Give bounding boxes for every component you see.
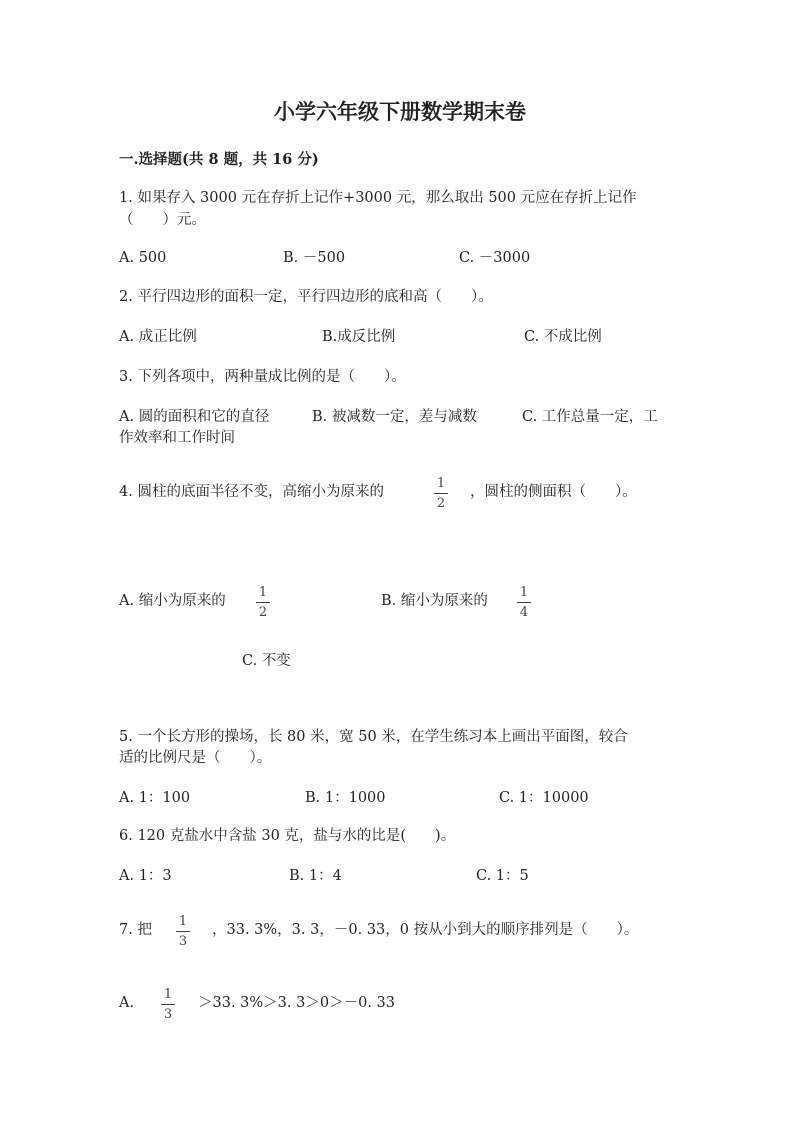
question-4-option-a: A. 缩小为原来的: [119, 593, 226, 609]
question-3-option-a: A. 圆的面积和它的直径: [119, 409, 270, 425]
fraction-bar: [517, 602, 531, 603]
question-3-option-b: B. 被减数一定，差与减数: [312, 409, 477, 425]
question-7-option-a: ＞33. 3%＞3. 3＞0＞－0. 33: [198, 995, 395, 1011]
question-1-option-c: C. －3000: [459, 250, 531, 266]
question-2-stem: 2. 平行四边形的面积一定，平行四边形的底和高（ ）。: [119, 289, 493, 305]
question-4-stem-cont: ，圆柱的侧面积（ ）。: [470, 484, 637, 500]
fraction-bar: [161, 1004, 175, 1005]
question-3-option-c: C. 工作总量一定，工: [522, 409, 658, 425]
fraction-numerator: 1: [258, 585, 268, 600]
fraction: [176, 914, 190, 949]
fraction-denominator: 4: [519, 605, 529, 620]
section-heading: 一.选择题(共 8 题，共 16 分): [119, 151, 319, 168]
fraction-bar: [256, 602, 270, 603]
fraction-numerator: 1: [163, 987, 173, 1002]
question-5-option-a: A. 1：100: [119, 790, 191, 806]
question-3-stem: 3. 下列各项中，两种量成比例的是（ ）。: [119, 369, 406, 385]
question-7-stem-cont: ，33. 3%，3. 3，－0. 33，0 按从小到大的顺序排列是（ ）。: [212, 922, 639, 938]
question-3-option-c-cont: 作效率和工作时间: [119, 430, 235, 446]
question-6-option-c: C. 1：5: [476, 868, 529, 884]
question-7-option-a-label: A.: [119, 995, 135, 1011]
question-6-option-b: B. 1：4: [289, 868, 342, 884]
fraction-numerator: 1: [436, 476, 446, 491]
fraction-denominator: 2: [436, 496, 446, 511]
question-1-stem: 1. 如果存入 3000 元在存折上记作+3000 元，那么取出 500 元应在存折上记作: [119, 190, 637, 206]
question-5-option-c: C. 1：10000: [499, 790, 589, 806]
question-5-stem-cont: 适的比例尺是（ ）。: [119, 750, 272, 766]
fraction-numerator: 1: [519, 585, 529, 600]
fraction-denominator: 3: [178, 934, 188, 949]
fraction: [161, 987, 175, 1022]
page-title: 小学六年级下册数学期末卷: [274, 99, 526, 124]
fraction: [517, 585, 531, 620]
fraction: [434, 476, 448, 511]
question-1-option-a: A. 500: [119, 250, 167, 266]
fraction-bar: [434, 493, 448, 494]
question-5-option-b: B. 1：1000: [305, 790, 386, 806]
question-2-option-b: B.成反比例: [322, 329, 396, 345]
fraction: [256, 585, 270, 620]
question-1-stem-cont: （ ）元。: [119, 212, 206, 228]
question-2-option-c: C. 不成比例: [524, 329, 602, 345]
question-1-option-b: B. －500: [283, 250, 346, 266]
question-2-option-a: A. 成正比例: [119, 329, 197, 345]
fraction-numerator: 1: [178, 914, 188, 929]
question-5-stem: 5. 一个长方形的操场，长 80 米，宽 50 米，在学生练习本上画出平面图，较合: [119, 729, 628, 745]
fraction-denominator: 2: [258, 605, 268, 620]
question-4-option-b: B. 缩小为原来的: [381, 593, 488, 609]
question-4-stem: 4. 圆柱的底面半径不变，高缩小为原来的: [119, 484, 384, 500]
fraction-bar: [176, 931, 190, 932]
question-6-option-a: A. 1：3: [119, 868, 172, 884]
question-7-stem: 7. 把: [119, 922, 152, 938]
question-4-option-c: C. 不变: [242, 653, 291, 669]
fraction-denominator: 3: [163, 1007, 173, 1022]
question-6-stem: 6. 120 克盐水中含盐 30 克，盐与水的比是( )。: [119, 828, 456, 844]
